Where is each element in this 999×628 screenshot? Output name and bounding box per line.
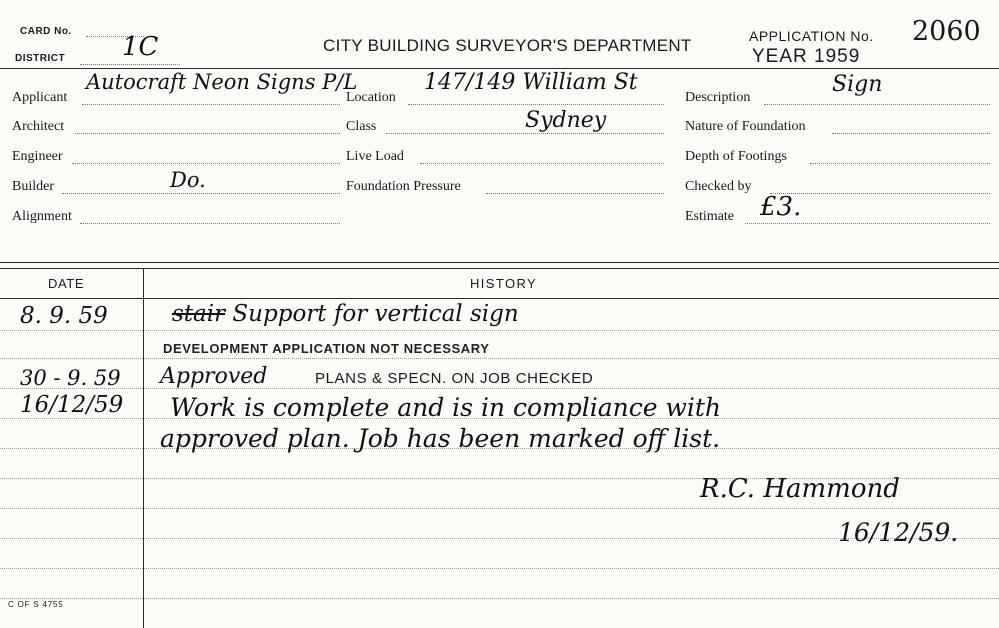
history-ruled-line	[0, 568, 999, 569]
signature-date: 16/12/59.	[838, 518, 959, 547]
class-value: Sydney	[525, 108, 607, 133]
form-code: C OF S 4755	[8, 600, 64, 609]
district-line	[80, 64, 180, 65]
engineer-label: Engineer	[12, 149, 63, 164]
entry-stamp: PLANS & SPECN. ON JOB CHECKED	[315, 370, 594, 387]
department-title: CITY BUILDING SURVEYOR'S DEPARTMENT	[323, 36, 692, 55]
alignment-line	[80, 223, 340, 224]
entry-text-body: Support for vertical sign	[232, 301, 519, 327]
history-ruled-line	[0, 388, 999, 389]
estimate-label: Estimate	[685, 209, 734, 224]
district-label: DISTRICT	[15, 53, 66, 64]
history-ruled-line	[0, 598, 999, 599]
entry-struck-word: stair	[172, 301, 226, 327]
builder-label: Builder	[12, 179, 54, 194]
entry-stamp: DEVELOPMENT APPLICATION NOT NECESSARY	[163, 341, 490, 356]
estimate-value: £3.	[760, 192, 802, 222]
signature: R.C. Hammond	[700, 474, 900, 504]
location-line	[408, 104, 664, 105]
foundation-pressure-line	[486, 193, 664, 194]
entry-text: Work is complete and is in compliance with	[170, 393, 722, 422]
entry-date: 16/12/59	[20, 392, 124, 418]
date-header: DATE	[48, 276, 85, 291]
entry-text: Approved	[160, 364, 268, 389]
history-ruled-line	[0, 330, 999, 331]
application-label: APPLICATION No.	[749, 28, 874, 44]
year-label: YEAR 1959	[752, 46, 861, 67]
architect-label: Architect	[12, 119, 65, 134]
history-header-rule	[0, 298, 999, 299]
applicant-line	[82, 104, 340, 105]
description-line	[764, 104, 990, 105]
history-ruled-line	[0, 508, 999, 509]
entry-text	[172, 301, 519, 327]
builder-line	[62, 193, 340, 194]
foundation-pressure-label: Foundation Pressure	[346, 179, 461, 194]
district-value: 1C	[122, 32, 159, 62]
location-label: Location	[346, 90, 396, 105]
entry-text: approved plan. Job has been marked off list.	[160, 424, 721, 453]
class-label: Class	[346, 119, 377, 134]
architect-line	[75, 133, 340, 134]
checked-line	[770, 193, 990, 194]
checked-label: Checked by	[685, 179, 752, 194]
nature-line	[832, 133, 990, 134]
builder-value: Do.	[170, 168, 206, 192]
estimate-line	[745, 223, 990, 224]
location-value: 147/149 William St	[424, 70, 638, 95]
class-line	[386, 133, 664, 134]
entry-date: 30 - 9. 59	[20, 366, 121, 390]
description-value: Sign	[832, 72, 883, 97]
history-rule-top-2	[0, 268, 999, 269]
alignment-label: Alignment	[12, 209, 72, 224]
applicant-value: Autocraft Neon Signs P/L	[86, 70, 358, 94]
depth-label: Depth of Footings	[685, 149, 787, 164]
entry-date: 8. 9. 59	[20, 303, 108, 329]
live-load-label: Live Load	[346, 149, 404, 164]
applicant-label: Applicant	[12, 90, 68, 105]
nature-label: Nature of Foundation	[685, 119, 806, 134]
description-label: Description	[685, 90, 751, 105]
history-ruled-line	[0, 358, 999, 359]
engineer-line	[72, 163, 340, 164]
live-load-line	[420, 163, 664, 164]
header-rule	[0, 68, 999, 69]
depth-line	[810, 163, 990, 164]
history-header: HISTORY	[470, 276, 538, 291]
application-number: 2060	[912, 16, 981, 47]
history-rule-top	[0, 262, 999, 263]
card-no-label: CARD No.	[20, 26, 72, 37]
